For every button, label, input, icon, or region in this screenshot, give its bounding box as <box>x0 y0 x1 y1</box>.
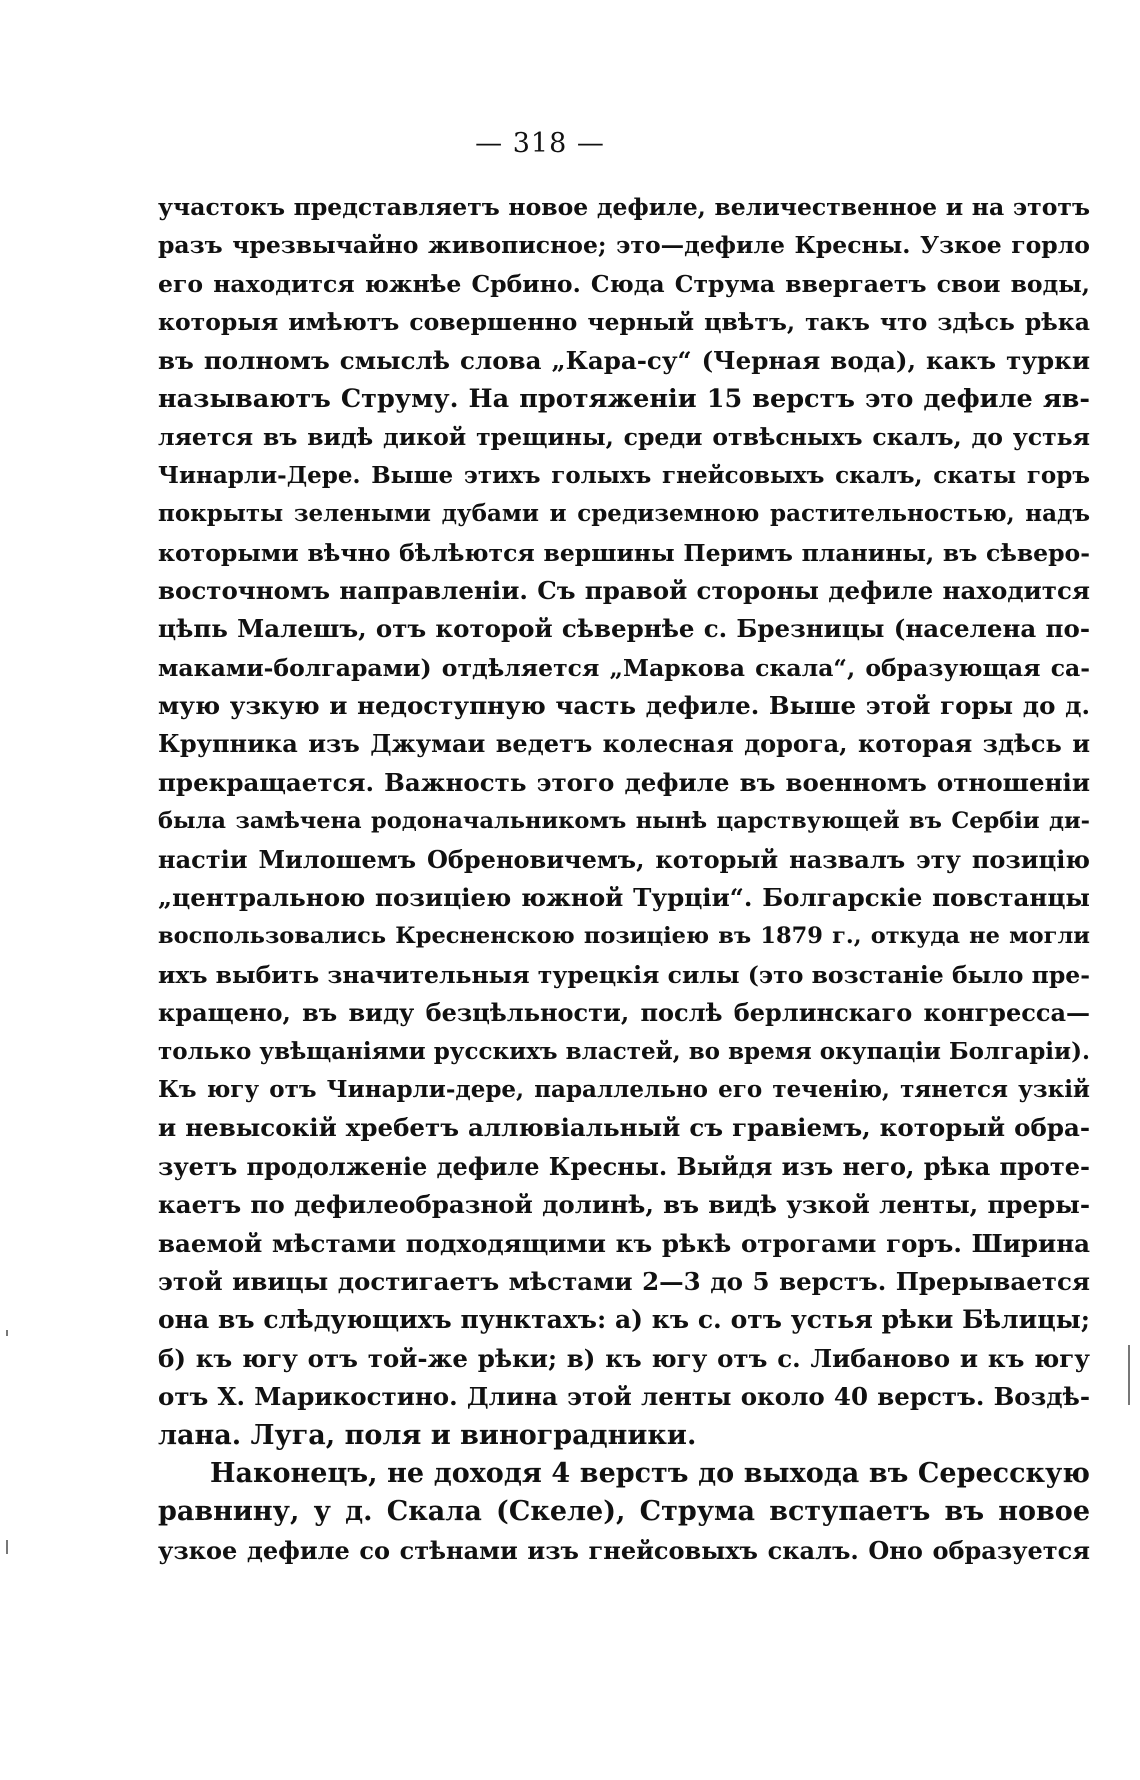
text-line: настiи Милошемъ Обреновичемъ, который назвалъ эту позицiю <box>158 844 1090 874</box>
text-line: участокъ представляетъ новое дефиле, величественное и на этотъ <box>158 193 1090 221</box>
text-line: его находится южнѣе Србино. Сюда Струма ввергаетъ свои воды, <box>158 269 1090 298</box>
text-line: воспользовались Кресненскою позицiею въ 1879 г., откуда не могли <box>158 923 1090 950</box>
text-line: кращено, въ виду безцѣльности, послѣ берлинскаго конгресса— <box>158 998 1090 1028</box>
text-line: Чинарли-Дере. Выше этихъ голыхъ гнейсовыхъ скалъ, скаты горъ <box>158 461 1090 489</box>
text-line: каетъ по дефилеобразной долинѣ, въ видѣ узкой ленты, преры- <box>158 1190 1090 1220</box>
text-line: узкое дефиле со стѣнами изъ гнейсовыхъ скалъ. Оно образуется <box>158 1535 1090 1565</box>
text-line: цѣпь Малешъ, отъ которой сѣвернѣе с. Брезницы (населена по- <box>158 614 1090 644</box>
text-line: маками-болгарами) отдѣляется „Маркова скала“, образующая са- <box>158 653 1090 682</box>
scan-edge-mark <box>1128 1345 1130 1405</box>
text-line: называютъ Струму. На протяженiи 15 верстъ это дефиле яв- <box>158 383 1090 414</box>
text-line: покрыты зелеными дубами и средиземною растительностью, надъ <box>158 500 1090 528</box>
text-line: этой ивицы достигаетъ мѣстами 2—3 до 5 верстъ. Прерывается <box>158 1266 1090 1296</box>
text-line: отъ Х. Марикостино. Длина этой ленты около 40 верстъ. Воздѣ- <box>158 1382 1090 1412</box>
text-line: мую узкую и недоступную часть дефиле. Выше этой горы до д. <box>158 691 1090 721</box>
text-line: она въ слѣдующихъ пунктахъ: а) къ с. отъ устья рѣки Бѣлицы; <box>158 1305 1090 1335</box>
scan-edge-mark <box>6 1540 8 1554</box>
text-line: равнину, у д. Скала (Скеле), Струма вступаетъ въ новое <box>158 1496 1090 1528</box>
text-line: лана. Луга, поля и виноградники. <box>158 1419 697 1451</box>
text-line: разъ чрезвычайно живописное; это—дефиле Кресны. Узкое горло <box>158 231 1090 260</box>
text-line: была замѣчена родоначальникомъ нынѣ царствующей въ Сербiи ди- <box>158 808 1090 835</box>
page-number: — 318 — <box>475 128 605 159</box>
text-line: Къ югу отъ Чинарли-дере, параллельно его теченiю, тянется узкiй <box>158 1075 1090 1103</box>
text-line: ихъ выбить значительныя турецкiя силы (это возстанiе было пре- <box>158 960 1090 989</box>
text-line: „центральною позицiею южной Турцiи“. Болгарскiе повстанцы <box>158 883 1090 913</box>
scan-edge-mark <box>6 1330 8 1336</box>
text-line: прекращается. Важность этого дефиле въ военномъ отношенiи <box>158 767 1090 797</box>
text-line: которыми вѣчно бѣлѣются вершины Перимъ планины, въ сѣверо- <box>158 538 1090 567</box>
text-line: Наконецъ, не доходя 4 верстъ до выхода въ Сересскую <box>210 1457 1090 1489</box>
text-line: б) къ югу отъ той-же рѣки; в) къ югу отъ с. Либаново и къ югу <box>158 1343 1090 1373</box>
text-line: которыя имѣютъ совершенно черный цвѣтъ, такъ что здѣсь рѣка <box>158 308 1090 337</box>
text-line: восточномъ направленiи. Съ правой стороны дефиле находится <box>158 575 1090 605</box>
text-line: только увѣщанiями русскихъ властей, во время окупацiи Болгарiи). <box>158 1037 1090 1065</box>
text-line: ваемой мѣстами подходящими къ рѣкѣ отрогами горъ. Ширина <box>158 1228 1090 1258</box>
text-line: ляется въ видѣ дикой трещины, среди отвѣсныхъ скалъ, до устья <box>158 423 1090 452</box>
text-line: въ полномъ смыслѣ слова „Кара-су“ (Черная вода), какъ турки <box>158 345 1090 375</box>
text-line: и невысокiй хребетъ аллювiальный съ гравiемъ, который обра- <box>158 1113 1090 1143</box>
text-line: зуетъ продолженiе дефиле Кресны. Выйдя изъ него, рѣка проте- <box>158 1151 1090 1181</box>
text-line: Крупника изъ Джумаи ведетъ колесная дорога, которая здѣсь и <box>158 729 1090 759</box>
body-text <box>158 188 1090 1570</box>
